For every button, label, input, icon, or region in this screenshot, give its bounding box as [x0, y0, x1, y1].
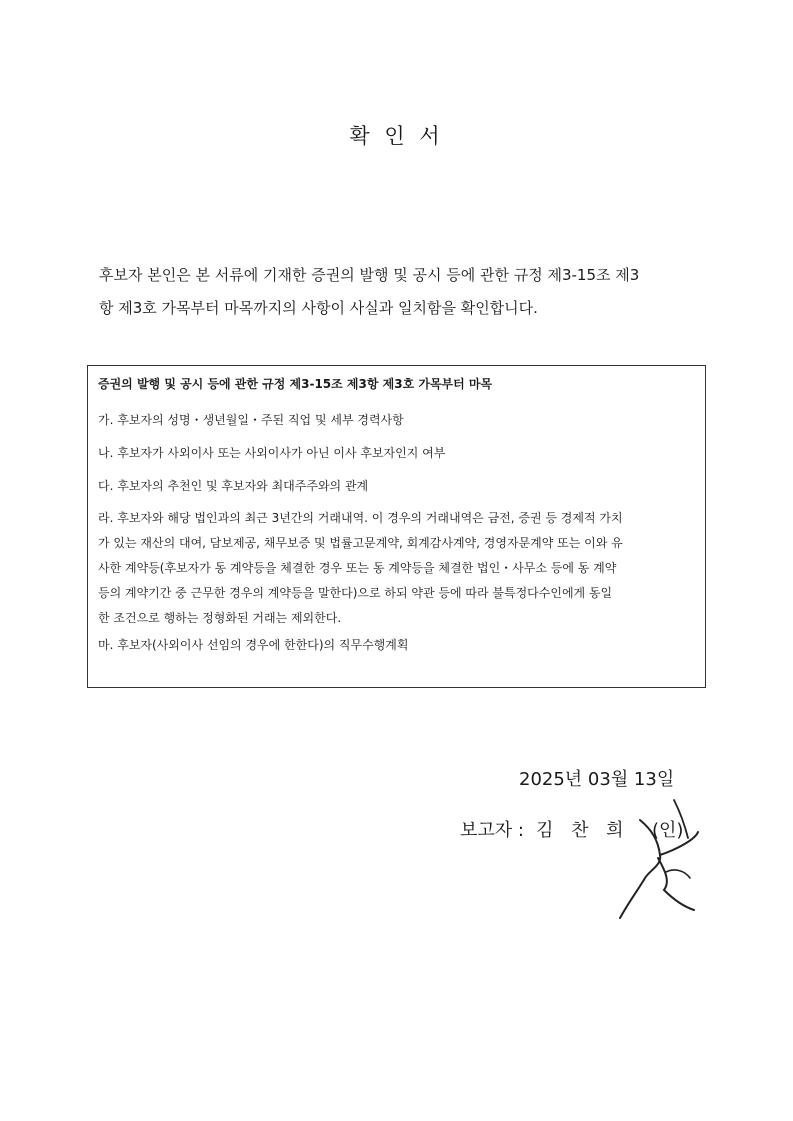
item-ma: 마. 후보자(사외이사 선임의 경우에 한한다)의 직무수행계획	[98, 638, 409, 652]
item-ra-line-5: 한 조건으로 행하는 정형화된 거래는 제외한다.	[98, 611, 342, 625]
handwritten-signature	[600, 760, 710, 930]
document-title: 확 인 서	[349, 124, 444, 148]
item-ra	[98, 506, 623, 631]
item-na: 나. 후보자가 사외이사 또는 사외이사가 아닌 이사 후보자인지 여부	[98, 446, 446, 460]
seal-mark: (인)	[652, 820, 684, 841]
statement-line-1: 후보자 본인은 본 서류에 기재한 증권의 발행 및 공시 등에 관한 규정 제3-15조 제3	[99, 266, 640, 284]
item-ra-line-2: 가 있는 재산의 대여, 담보제공, 채무보증 및 법률고문계약, 회계감사계약, 경영자문계약 또는 이와 유	[98, 536, 623, 550]
item-ra-line-4: 등의 계약기간 중 근무한 경우의 계약등을 말한다)으로 하되 약관 등에 따라 불특정다수인에게 동일	[98, 586, 613, 600]
item-ra-line-3: 사한 계약등(후보자가 동 계약등을 체결한 경우 또는 동 계약등을 체결한 법인・사무소 등에 동 계약	[98, 561, 617, 575]
reporter-label: 보고자 :	[460, 820, 524, 841]
item-ga: 가. 후보자의 성명・생년월일・주된 직업 및 세부 경력사항	[98, 413, 404, 427]
report-date: 2025년 03월 13일	[519, 769, 675, 790]
reporter-name: 김 찬 희	[535, 820, 630, 841]
confirmation-statement	[99, 259, 697, 325]
statement-line-2: 항 제3호 가목부터 마목까지의 사항이 사실과 일치함을 확인합니다.	[99, 299, 538, 317]
item-ra-line-1: 라. 후보자와 해당 법인과의 최근 3년간의 거래내역. 이 경우의 거래내역은 금전, 증권 등 경제적 가치	[98, 511, 623, 525]
box-heading: 증권의 발행 및 공시 등에 관한 규정 제3-15조 제3항 제3호 가목부터 마목	[98, 377, 493, 391]
regulation-items-box	[87, 365, 706, 688]
item-da: 다. 후보자의 추천인 및 후보자와 최대주주와의 관계	[98, 479, 369, 493]
